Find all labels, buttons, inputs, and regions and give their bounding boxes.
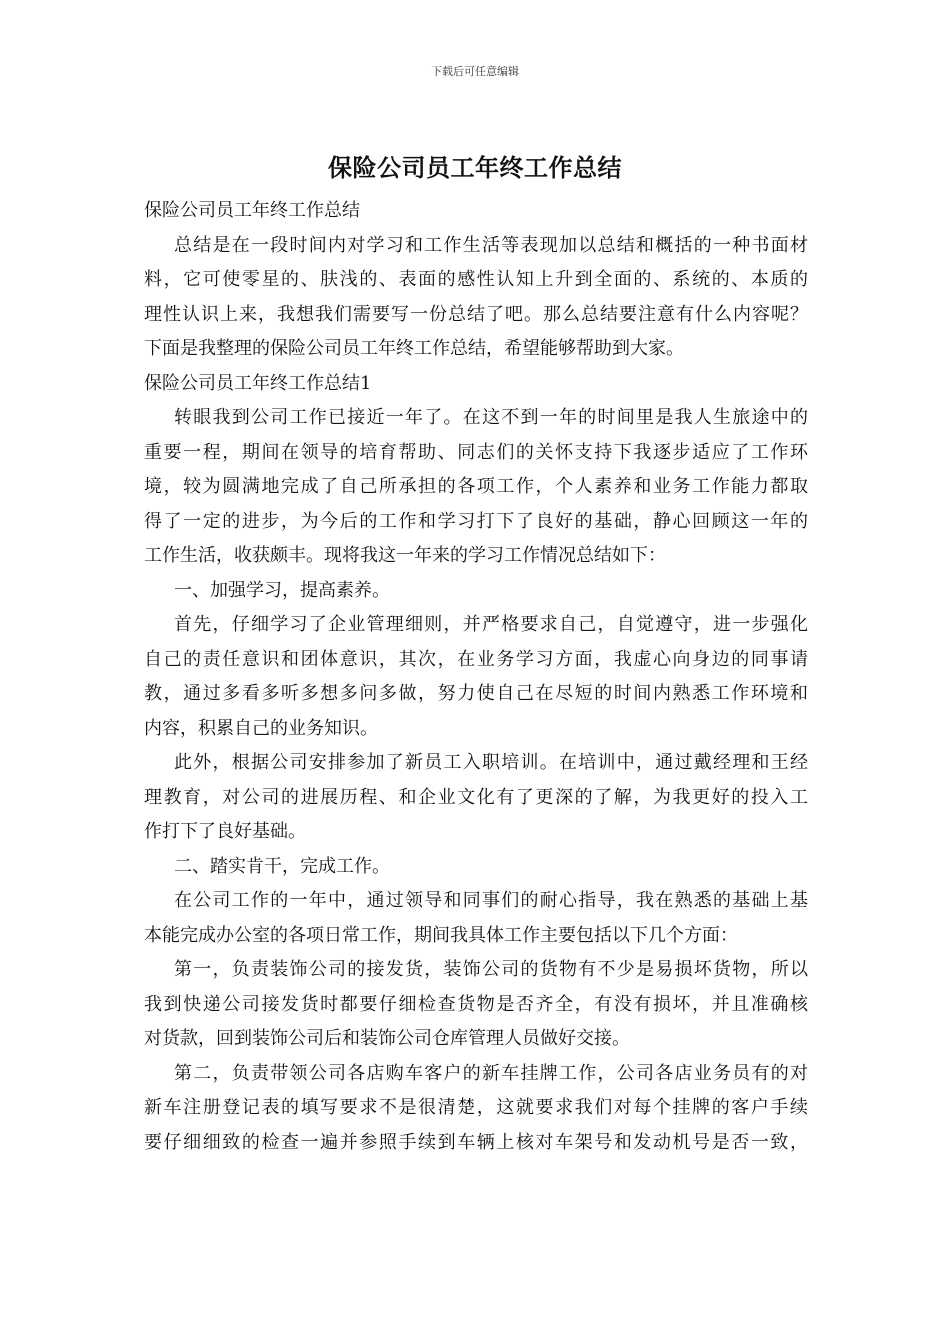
- document-body: [144, 194, 808, 1160]
- text-line: 理性认识上来，我想我们需要写一份总结了吧。那么总结要注意有什么内容呢？: [144, 303, 808, 325]
- header-note: 下载后可任意编辑: [431, 65, 519, 78]
- text-line: 境，较为圆满地完成了自己所承担的各项工作，个人素养和业务工作能力都取: [144, 476, 808, 497]
- text-line: 转眼我到公司工作已接近一年了。在这不到一年的时间里是我人生旅途中的: [174, 407, 808, 428]
- text-line: 教，通过多看多听多想多问多做，努力使自己在尽短的时间内熟悉工作环境和: [144, 683, 808, 704]
- section-heading: [144, 367, 808, 402]
- text-line: 理教育，对公司的进展历程、和企业文化有了更深的了解，为我更好的投入工: [144, 786, 808, 808]
- text-line: 得了一定的进步，为今后的工作和学习打下了良好的基础，静心回顾这一年的: [144, 510, 808, 532]
- text-line: 新车注册登记表的填写要求不是很清楚，这就要求我们对每个挂牌的客户手续: [144, 1097, 808, 1118]
- paragraph: [144, 401, 808, 574]
- text-line: 重要一程，期间在领导的培育帮助、同志们的关怀支持下我逐步适应了工作环: [144, 441, 808, 463]
- text-line: 我到快递公司接发货时都要仔细检查货物是否齐全，有没有损坏，并且准确核: [144, 993, 808, 1015]
- text-line: 保险公司员工年终工作总结1: [144, 372, 372, 394]
- text-line: 本能完成办公室的各项日常工作，期间我具体工作主要包括以下几个方面：: [144, 924, 738, 946]
- paragraph-intro: [144, 229, 808, 367]
- text-line: 对货款，回到装饰公司后和装饰公司仓库管理人员做好交接。: [144, 1028, 630, 1049]
- text-line: 自己的责任意识和团体意识，其次，在业务学习方面，我虚心向身边的同事请: [144, 648, 808, 670]
- paragraph: [144, 1057, 808, 1161]
- paragraph: [144, 953, 808, 1057]
- document-title: 保险公司员工年终工作总结: [328, 153, 622, 182]
- text-line: 要仔细细致的检查一遍并参照手续到车辆上核对车架号和发动机号是否一致，: [144, 1131, 808, 1153]
- paragraph: [144, 608, 808, 746]
- text-line: 总结是在一段时间内对学习和工作生活等表现加以总结和概括的一种书面材: [174, 234, 808, 256]
- text-line: 下面是我整理的保险公司员工年终工作总结，希望能够帮助到大家。: [144, 338, 684, 359]
- paragraph: [144, 884, 808, 953]
- text-line: 工作生活，收获颇丰。现将我这一年来的学习工作情况总结如下：: [144, 545, 666, 566]
- subsection-heading: [144, 850, 808, 885]
- text-line: 第二，负责带领公司各店购车客户的新车挂牌工作，公司各店业务员有的对: [174, 1062, 808, 1084]
- text-line: 此外，根据公司安排参加了新员工入职培训。在培训中，通过戴经理和王经: [174, 752, 808, 773]
- paragraph: [144, 746, 808, 850]
- text-line: 在公司工作的一年中，通过领导和同事们的耐心指导，我在熟悉的基础上基: [174, 890, 808, 911]
- text-line: 一、加强学习，提高素养。: [174, 579, 390, 601]
- text-line: 保险公司员工年终工作总结: [144, 200, 360, 221]
- text-line: 首先，仔细学习了企业管理细则，并严格要求自己，自觉遵守，进一步强化: [174, 614, 808, 635]
- text-line: 第一，负责装饰公司的接发货，装饰公司的货物有不少是易损坏货物，所以: [174, 959, 808, 980]
- subsection-heading: [144, 574, 808, 609]
- text-line: 作打下了良好基础。: [144, 821, 306, 842]
- text-line: 内容，积累自己的业务知识。: [144, 717, 378, 739]
- text-line: 二、踏实肯干，完成工作。: [174, 855, 390, 877]
- subtitle-line: [144, 194, 808, 229]
- text-line: 料，它可使零星的、肤浅的、表面的感性认知上升到全面的、系统的、本质的: [144, 269, 808, 290]
